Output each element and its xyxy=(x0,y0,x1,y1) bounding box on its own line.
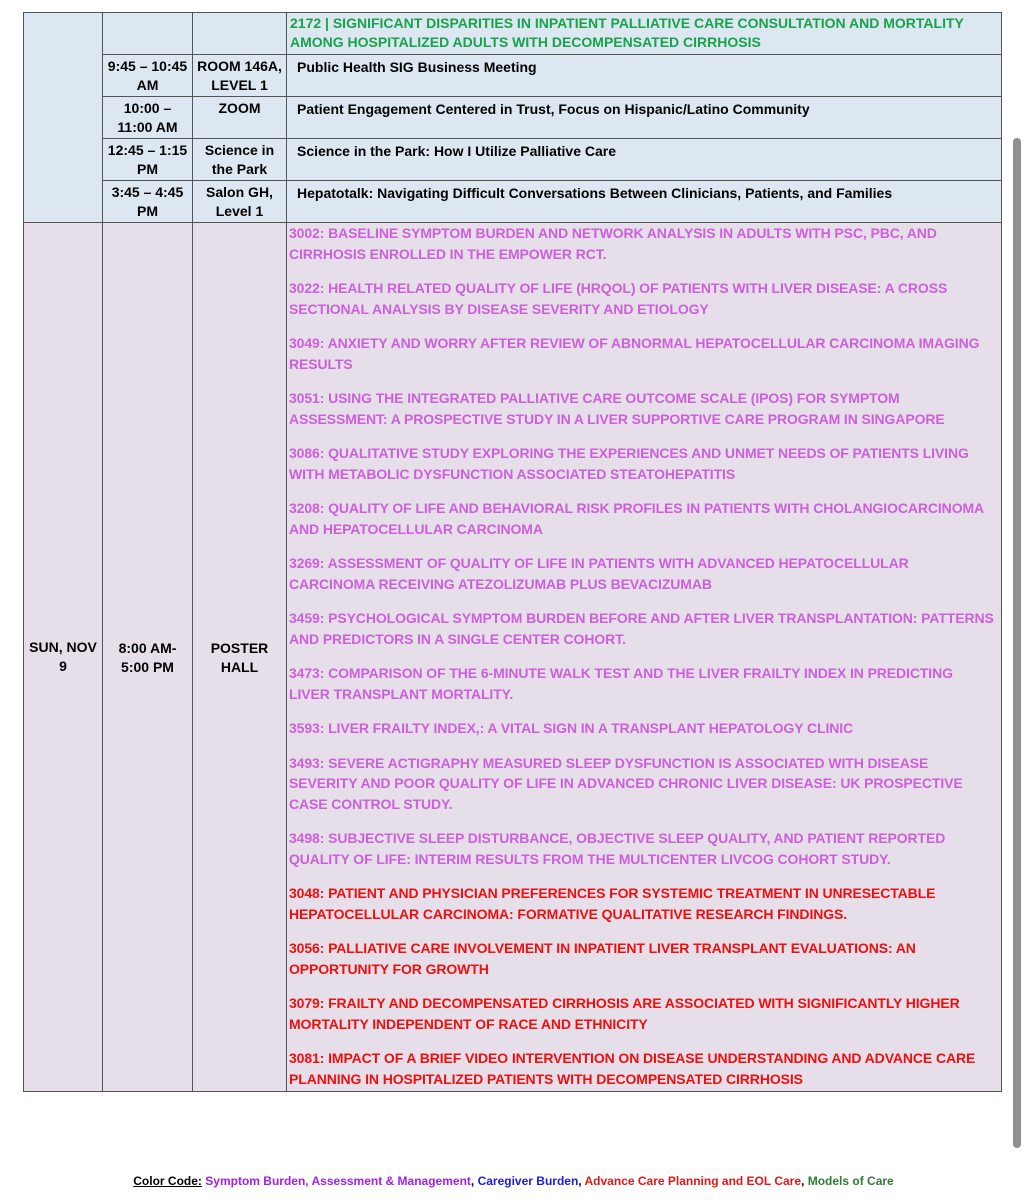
poster-abstract-item: 3081: IMPACT OF A BRIEF VIDEO INTERVENTION ON DISEASE UNDERSTANDING AND ADVANCE CARE PLANNING IN HOSPITALIZED PATIENTS WITH DECOMPENSATED CIRRHOSIS xyxy=(289,1050,976,1087)
poster-abstract-item: 3049: ANXIETY AND WORRY AFTER REVIEW OF ABNORMAL HEPATOCELLULAR CARCINOMA IMAGING RESULTS xyxy=(289,335,980,372)
room-cell: ROOM 146A, LEVEL 1 xyxy=(193,55,287,97)
poster-abstract-item: 3473: COMPARISON OF THE 6-MINUTE WALK TEST AND THE LIVER FRAILTY INDEX IN PREDICTING LIVER TRANSPLANT MORTALITY. xyxy=(289,665,953,702)
poster-abstract-item: 3493: SEVERE ACTIGRAPHY MEASURED SLEEP DYSFUNCTION IS ASSOCIATED WITH DISEASE SEVERITY AND POOR QUALITY OF LIFE IN ADVANCED CHRONIC LIVER DISEASE: UK PROSPECTIVE CASE CONTROL STUDY. xyxy=(289,754,963,812)
poster-abstract-item: 3498: SUBJECTIVE SLEEP DISTURBANCE, OBJECTIVE SLEEP QUALITY, AND PATIENT REPORTED QUALITY OF LIFE: INTERIM RESULTS FROM THE MULTICENTER LIVCOG COHORT STUDY. xyxy=(289,830,946,867)
legend-symptom-burden: Symptom Burden, Assessment & Management xyxy=(205,1174,471,1188)
legend-advance-care-planning: Advance Care Planning and EOL Care xyxy=(584,1174,802,1188)
room-cell: Salon GH, Level 1 xyxy=(193,181,287,223)
time-cell xyxy=(103,13,193,55)
poster-abstract-item: 3086: QUALITATIVE STUDY EXPLORING THE EXPERIENCES AND UNMET NEEDS OF PATIENTS LIVING WITH METABOLIC DYSFUNCTION ASSOCIATED STEATOHEPATITIS xyxy=(289,445,969,482)
poster-session-row xyxy=(24,223,1002,1092)
vertical-scrollbar[interactable] xyxy=(1001,0,1027,1200)
room-cell xyxy=(193,13,287,55)
poster-abstract-item: 3022: HEALTH RELATED QUALITY OF LIFE (HRQOL) OF PATIENTS WITH LIVER DISEASE: A CROSS SECTIONAL ANALYSIS BY DISEASE SEVERITY AND ETIOLOGY xyxy=(289,280,948,317)
poster-abstract-item: 3269: ASSESSMENT OF QUALITY OF LIFE IN PATIENTS WITH ADVANCED HEPATOCELLULAR CARCINOMA RECEIVING ATEZOLIZUMAB PLUS BEVACIZUMAB xyxy=(289,555,909,592)
poster-time-cell: 8:00 AM-5:00 PM xyxy=(103,223,193,1092)
legend-caregiver-burden: Caregiver Burden xyxy=(477,1174,579,1188)
abstract-list-container xyxy=(289,223,997,1089)
legend-separator: , xyxy=(470,1174,478,1188)
room-cell: ZOOM xyxy=(193,97,287,139)
poster-abstract-item: 3056: PALLIATIVE CARE INVOLVEMENT IN INPATIENT LIVER TRANSPLANT EVALUATIONS: AN OPPORTUNITY FOR GROWTH xyxy=(289,940,916,977)
legend-separator: , xyxy=(801,1174,808,1188)
poster-abstract-list xyxy=(287,223,1002,1092)
schedule-table xyxy=(23,12,1002,1092)
abstract-title-green: 2172 | SIGNIFICANT DISPARITIES IN INPATIENT PALLIATIVE CARE CONSULTATION AND MORTALITY AMONG HOSPITALIZED ADULTS WITH DECOMPENSATED CIRRHOSIS xyxy=(287,13,1002,55)
poster-abstract-item: 3002: BASELINE SYMPTOM BURDEN AND NETWORK ANALYSIS IN ADULTS WITH PSC, PBC, AND CIRRHOSIS ENROLLED IN THE EMPOWER RCT. xyxy=(289,225,937,262)
poster-abstract-item: 3459: PSYCHOLOGICAL SYMPTOM BURDEN BEFORE AND AFTER LIVER TRANSPLANTATION: PATTERNS AND PREDICTORS IN A SINGLE CENTER COHORT. xyxy=(289,610,994,647)
color-code-legend xyxy=(0,1174,1027,1188)
poster-abstract-item: 3208: QUALITY OF LIFE AND BEHAVIORAL RISK PROFILES IN PATIENTS WITH CHOLANGIOCARCINOMA AND HEPATOCELLULAR CARCINOMA xyxy=(289,500,984,537)
session-row xyxy=(24,13,1002,55)
scrollbar-thumb[interactable] xyxy=(1013,138,1021,1148)
poster-abstract-item: 3593: LIVER FRAILTY INDEX,: A VITAL SIGN IN A TRANSPLANT HEPATOLOGY CLINIC xyxy=(289,720,854,736)
poster-room-cell: POSTER HALL xyxy=(193,223,287,1092)
time-cell: 10:00 – 11:00 AM xyxy=(103,97,193,139)
session-title: Public Health SIG Business Meeting xyxy=(287,55,1002,97)
legend-separator: , xyxy=(578,1174,585,1188)
session-row xyxy=(24,97,1002,139)
poster-abstract-item: 3048: PATIENT AND PHYSICIAN PREFERENCES FOR SYSTEMIC TREATMENT IN UNRESECTABLE HEPATOCELLULAR CARCINOMA: FORMATIVE QUALITATIVE RESEARCH FINDINGS. xyxy=(289,885,936,922)
color-code-label: Color Code: xyxy=(133,1174,202,1188)
time-cell: 9:45 – 10:45 AM xyxy=(103,55,193,97)
session-title: Patient Engagement Centered in Trust, Focus on Hispanic/Latino Community xyxy=(287,97,1002,139)
room-cell: Science in the Park xyxy=(193,139,287,181)
session-row xyxy=(24,181,1002,223)
session-row xyxy=(24,139,1002,181)
session-title: Hepatotalk: Navigating Difficult Conversations Between Clinicians, Patients, and Families xyxy=(287,181,1002,223)
poster-abstract-item: 3079: FRAILTY AND DECOMPENSATED CIRRHOSIS ARE ASSOCIATED WITH SIGNIFICANTLY HIGHER MORTALITY INDEPENDENT OF RACE AND ETHNICITY xyxy=(289,995,960,1032)
session-row xyxy=(24,55,1002,97)
time-cell: 3:45 – 4:45 PM xyxy=(103,181,193,223)
time-cell: 12:45 – 1:15 PM xyxy=(103,139,193,181)
day-cell-previous xyxy=(24,13,103,223)
poster-abstract-item: 3051: USING THE INTEGRATED PALLIATIVE CARE OUTCOME SCALE (IPOS) FOR SYMPTOM ASSESSMENT: A PROSPECTIVE STUDY IN A LIVER SUPPORTIVE CARE PROGRAM IN SINGAPORE xyxy=(289,390,945,427)
day-cell-sunday: SUN, NOV 9 xyxy=(24,223,103,1092)
legend-models-of-care: Models of Care xyxy=(807,1174,894,1188)
session-title: Science in the Park: How I Utilize Palliative Care xyxy=(287,139,1002,181)
